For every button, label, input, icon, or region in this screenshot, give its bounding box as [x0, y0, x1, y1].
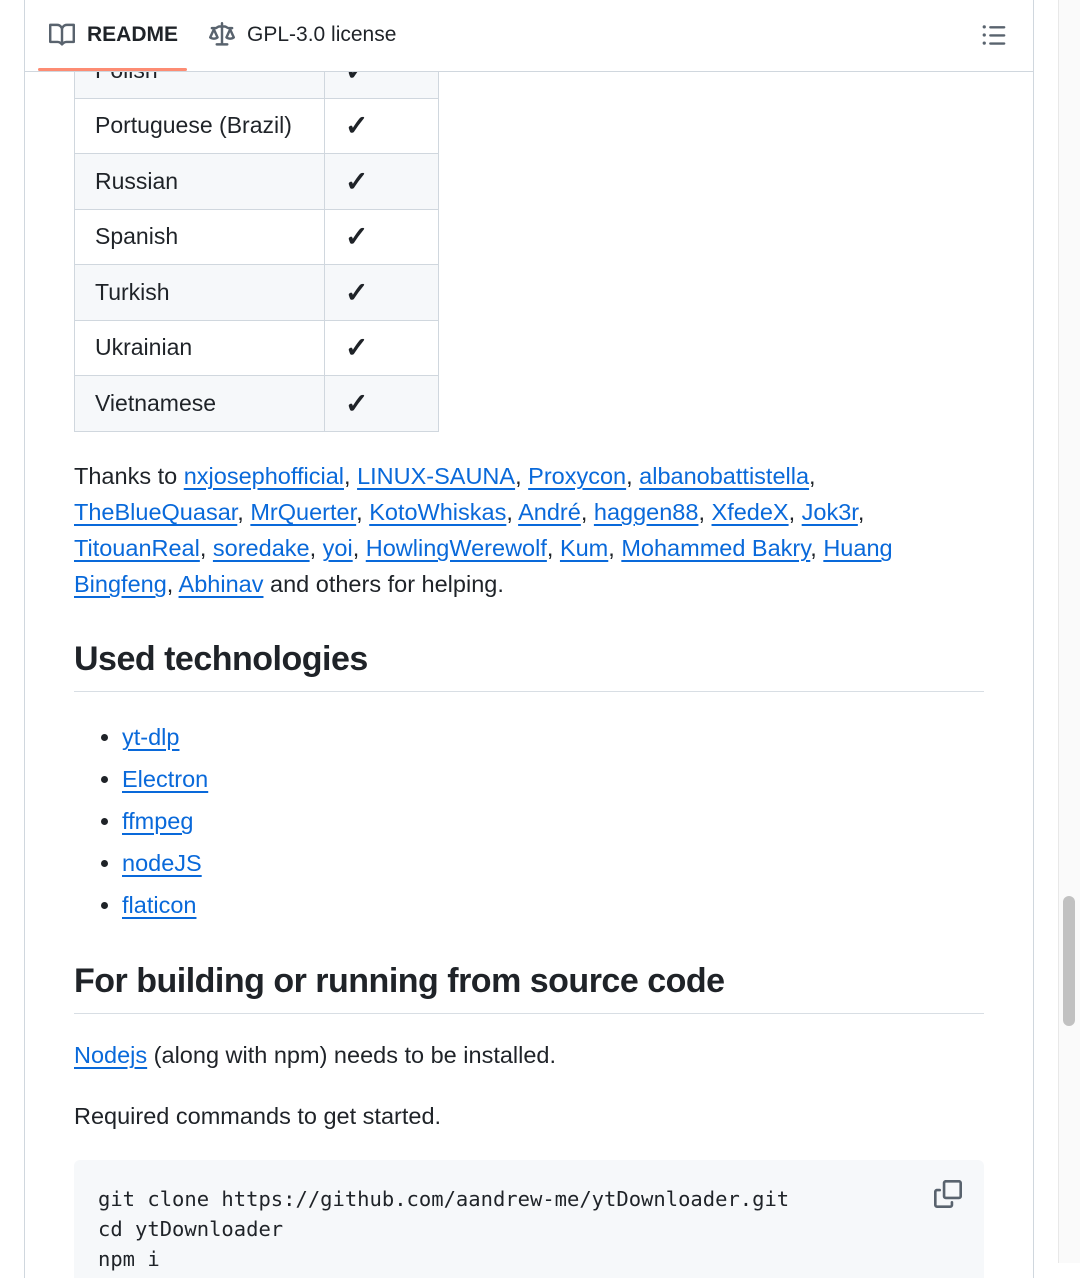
required-commands-text: Required commands to get started.: [74, 1103, 442, 1129]
language-name: Ukrainian: [75, 320, 325, 376]
tab-readme[interactable]: [49, 0, 178, 71]
list-item: [122, 842, 208, 884]
list-unordered-icon: [981, 22, 1007, 48]
nodejs-link[interactable]: Nodejs: [74, 1042, 148, 1068]
table-row: [75, 209, 439, 265]
contributor-link[interactable]: Abhinav: [178, 571, 264, 597]
technology-link[interactable]: ffmpeg: [122, 808, 194, 834]
build-heading: For building or running from source code: [74, 962, 984, 1014]
language-status: ✓: [325, 265, 439, 321]
scrollbar-thumb[interactable]: [1063, 896, 1075, 1026]
contributor-link[interactable]: Mohammed Bakry: [621, 535, 811, 561]
contributor-link[interactable]: André: [518, 499, 581, 525]
table-row: [75, 376, 439, 432]
contributor-link[interactable]: Huang Bingfeng: [74, 535, 893, 597]
language-status: ✓: [325, 209, 439, 265]
scale-icon: [209, 22, 235, 48]
table-row: [75, 320, 439, 376]
table-row: [75, 265, 439, 321]
contributor-link[interactable]: Proxycon: [528, 463, 627, 489]
list-item: [122, 758, 208, 800]
active-tab-indicator: [38, 68, 187, 71]
contributor-link[interactable]: XfedeX: [711, 499, 789, 525]
tab-readme-label: README: [87, 22, 179, 46]
thanks-paragraph: Thanks to nxjosephofficial, LINUX-SAUNA, Proxycon, albanobattistella, TheBlueQuasar, MrQuerter, KotoWhiskas, André, haggen88, XfedeX, Jok3r, TitouanReal, soredake, yoi, HowlingWerewolf, Kum, Mohammed Bakry, Huang Bingfeng, Abhinav and others for helping.: [74, 463, 893, 597]
technology-link[interactable]: flaticon: [122, 892, 197, 918]
list-item: [122, 800, 208, 842]
contributor-link[interactable]: LINUX-SAUNA: [357, 463, 516, 489]
code-block: [74, 1160, 984, 1278]
technology-link[interactable]: Electron: [122, 766, 209, 792]
contributor-link[interactable]: KotoWhiskas: [369, 499, 507, 525]
contributor-link[interactable]: nxjosephofficial: [183, 463, 344, 489]
tab-license[interactable]: [209, 0, 396, 71]
contributor-link[interactable]: Jok3r: [801, 499, 858, 525]
list-item: [122, 716, 208, 758]
language-status: ✓: [325, 98, 439, 154]
list-item: [122, 884, 208, 926]
language-name: Vietnamese: [75, 376, 325, 432]
language-status: ✓: [325, 154, 439, 210]
table-row: [75, 98, 439, 154]
language-name: Russian: [75, 154, 325, 210]
contributor-link[interactable]: MrQuerter: [250, 499, 357, 525]
language-table: [74, 42, 439, 432]
nodejs-requirement: [74, 1042, 556, 1069]
language-status: ✓: [325, 320, 439, 376]
table-row: [75, 154, 439, 210]
readme-tab-bar: [25, 0, 1033, 72]
code-content: git clone https://github.com/aandrew-me/ytDownloader.git cd ytDownloader npm i: [98, 1187, 790, 1271]
nodejs-text: (along with npm) needs to be installed.: [147, 1042, 557, 1068]
contributor-link[interactable]: Kum: [559, 535, 609, 561]
technology-link[interactable]: nodeJS: [122, 850, 202, 876]
used-technologies-heading: Used technologies: [74, 640, 984, 692]
contributor-link[interactable]: HowlingWerewolf: [365, 535, 547, 561]
scrollbar-track[interactable]: [1058, 0, 1080, 1263]
thanks-suffix: and others for helping.: [263, 571, 504, 597]
technology-link[interactable]: yt-dlp: [122, 724, 180, 750]
language-status: ✓: [325, 376, 439, 432]
thanks-prefix: Thanks to: [74, 463, 184, 489]
contributor-link[interactable]: soredake: [212, 535, 310, 561]
copy-icon[interactable]: [934, 1180, 962, 1208]
language-name: Portuguese (Brazil): [75, 98, 325, 154]
contributor-link[interactable]: TheBlueQuasar: [74, 499, 238, 525]
technologies-list: [74, 716, 208, 926]
contributor-link[interactable]: yoi: [322, 535, 353, 561]
language-name: Turkish: [75, 265, 325, 321]
contributor-link[interactable]: haggen88: [593, 499, 699, 525]
readme-panel: [24, 0, 1034, 1278]
language-name: Spanish: [75, 209, 325, 265]
book-icon: [49, 22, 75, 48]
tab-license-label: GPL-3.0 license: [247, 22, 397, 46]
contributor-link[interactable]: TitouanReal: [74, 535, 200, 561]
table-of-contents-button[interactable]: [977, 20, 1011, 50]
contributor-link[interactable]: albanobattistella: [639, 463, 810, 489]
